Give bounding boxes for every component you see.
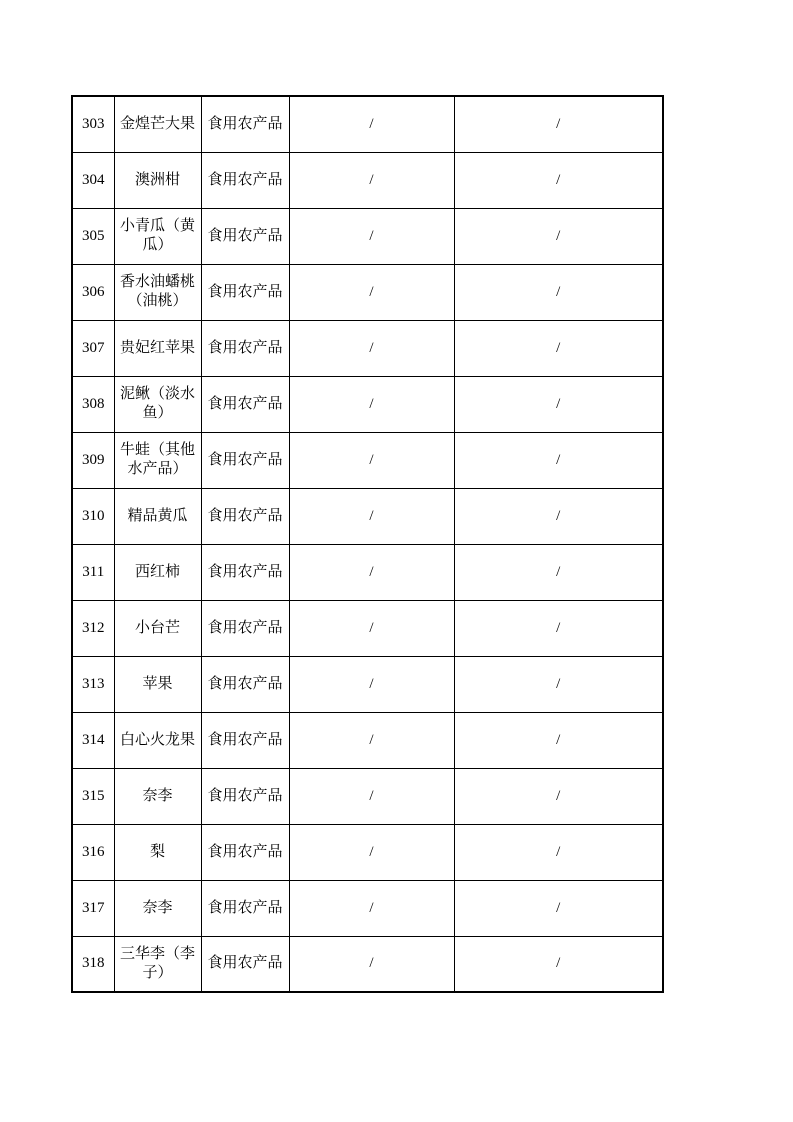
cell-row-number: 313 [72, 656, 114, 712]
table-row [72, 880, 663, 936]
cell-value-2: / [454, 824, 663, 880]
cell-value-1: / [289, 264, 454, 320]
cell-category: 食用农产品 [201, 824, 289, 880]
cell-category: 食用农产品 [201, 432, 289, 488]
cell-category: 食用农产品 [201, 880, 289, 936]
table-row [72, 264, 663, 320]
cell-value-2: / [454, 96, 663, 152]
cell-category: 食用农产品 [201, 600, 289, 656]
cell-row-number: 317 [72, 880, 114, 936]
table-row [72, 320, 663, 376]
table-row [72, 488, 663, 544]
cell-row-number: 315 [72, 768, 114, 824]
cell-product-name: 贵妃红苹果 [114, 320, 201, 376]
cell-row-number: 307 [72, 320, 114, 376]
cell-category: 食用农产品 [201, 152, 289, 208]
cell-value-2: / [454, 656, 663, 712]
cell-value-1: / [289, 880, 454, 936]
table-row [72, 936, 663, 992]
cell-row-number: 303 [72, 96, 114, 152]
cell-product-name: 小台芒 [114, 600, 201, 656]
cell-value-2: / [454, 320, 663, 376]
cell-product-name: 牛蛙（其他水产品） [114, 432, 201, 488]
cell-product-name: 奈李 [114, 880, 201, 936]
cell-value-2: / [454, 936, 663, 992]
cell-value-1: / [289, 768, 454, 824]
cell-category: 食用农产品 [201, 656, 289, 712]
cell-row-number: 309 [72, 432, 114, 488]
cell-value-1: / [289, 320, 454, 376]
cell-row-number: 318 [72, 936, 114, 992]
cell-value-2: / [454, 264, 663, 320]
cell-category: 食用农产品 [201, 544, 289, 600]
cell-value-1: / [289, 600, 454, 656]
cell-row-number: 312 [72, 600, 114, 656]
table-row [72, 208, 663, 264]
cell-category: 食用农产品 [201, 376, 289, 432]
cell-product-name: 香水油蟠桃（油桃） [114, 264, 201, 320]
cell-product-name: 西红柿 [114, 544, 201, 600]
cell-category: 食用农产品 [201, 320, 289, 376]
cell-product-name: 精品黄瓜 [114, 488, 201, 544]
cell-value-2: / [454, 152, 663, 208]
cell-row-number: 314 [72, 712, 114, 768]
cell-product-name: 梨 [114, 824, 201, 880]
cell-product-name: 小青瓜（黄瓜） [114, 208, 201, 264]
cell-row-number: 308 [72, 376, 114, 432]
cell-value-1: / [289, 656, 454, 712]
cell-value-1: / [289, 96, 454, 152]
cell-category: 食用农产品 [201, 712, 289, 768]
cell-value-2: / [454, 208, 663, 264]
table-row [72, 600, 663, 656]
cell-value-2: / [454, 376, 663, 432]
cell-product-name: 奈李 [114, 768, 201, 824]
cell-value-2: / [454, 488, 663, 544]
products-table [71, 95, 664, 993]
cell-value-1: / [289, 824, 454, 880]
products-table-body [72, 96, 663, 992]
table-row [72, 656, 663, 712]
cell-category: 食用农产品 [201, 768, 289, 824]
cell-value-1: / [289, 488, 454, 544]
cell-product-name: 苹果 [114, 656, 201, 712]
cell-value-2: / [454, 880, 663, 936]
cell-row-number: 306 [72, 264, 114, 320]
cell-row-number: 311 [72, 544, 114, 600]
cell-category: 食用农产品 [201, 264, 289, 320]
table-row [72, 824, 663, 880]
cell-category: 食用农产品 [201, 96, 289, 152]
cell-row-number: 316 [72, 824, 114, 880]
table-row [72, 768, 663, 824]
cell-category: 食用农产品 [201, 936, 289, 992]
cell-product-name: 泥鳅（淡水鱼） [114, 376, 201, 432]
cell-value-1: / [289, 376, 454, 432]
cell-row-number: 310 [72, 488, 114, 544]
cell-value-2: / [454, 544, 663, 600]
cell-category: 食用农产品 [201, 208, 289, 264]
cell-product-name: 澳洲柑 [114, 152, 201, 208]
cell-value-1: / [289, 712, 454, 768]
table-row [72, 712, 663, 768]
cell-value-1: / [289, 208, 454, 264]
table-row [72, 432, 663, 488]
cell-value-1: / [289, 544, 454, 600]
table-row [72, 544, 663, 600]
table-row [72, 96, 663, 152]
cell-row-number: 304 [72, 152, 114, 208]
cell-value-2: / [454, 768, 663, 824]
table-row [72, 376, 663, 432]
cell-value-2: / [454, 432, 663, 488]
cell-value-1: / [289, 152, 454, 208]
cell-value-2: / [454, 600, 663, 656]
cell-value-2: / [454, 712, 663, 768]
cell-product-name: 白心火龙果 [114, 712, 201, 768]
cell-product-name: 三华李（李子） [114, 936, 201, 992]
cell-row-number: 305 [72, 208, 114, 264]
table-row [72, 152, 663, 208]
cell-value-1: / [289, 432, 454, 488]
cell-category: 食用农产品 [201, 488, 289, 544]
cell-value-1: / [289, 936, 454, 992]
cell-product-name: 金煌芒大果 [114, 96, 201, 152]
